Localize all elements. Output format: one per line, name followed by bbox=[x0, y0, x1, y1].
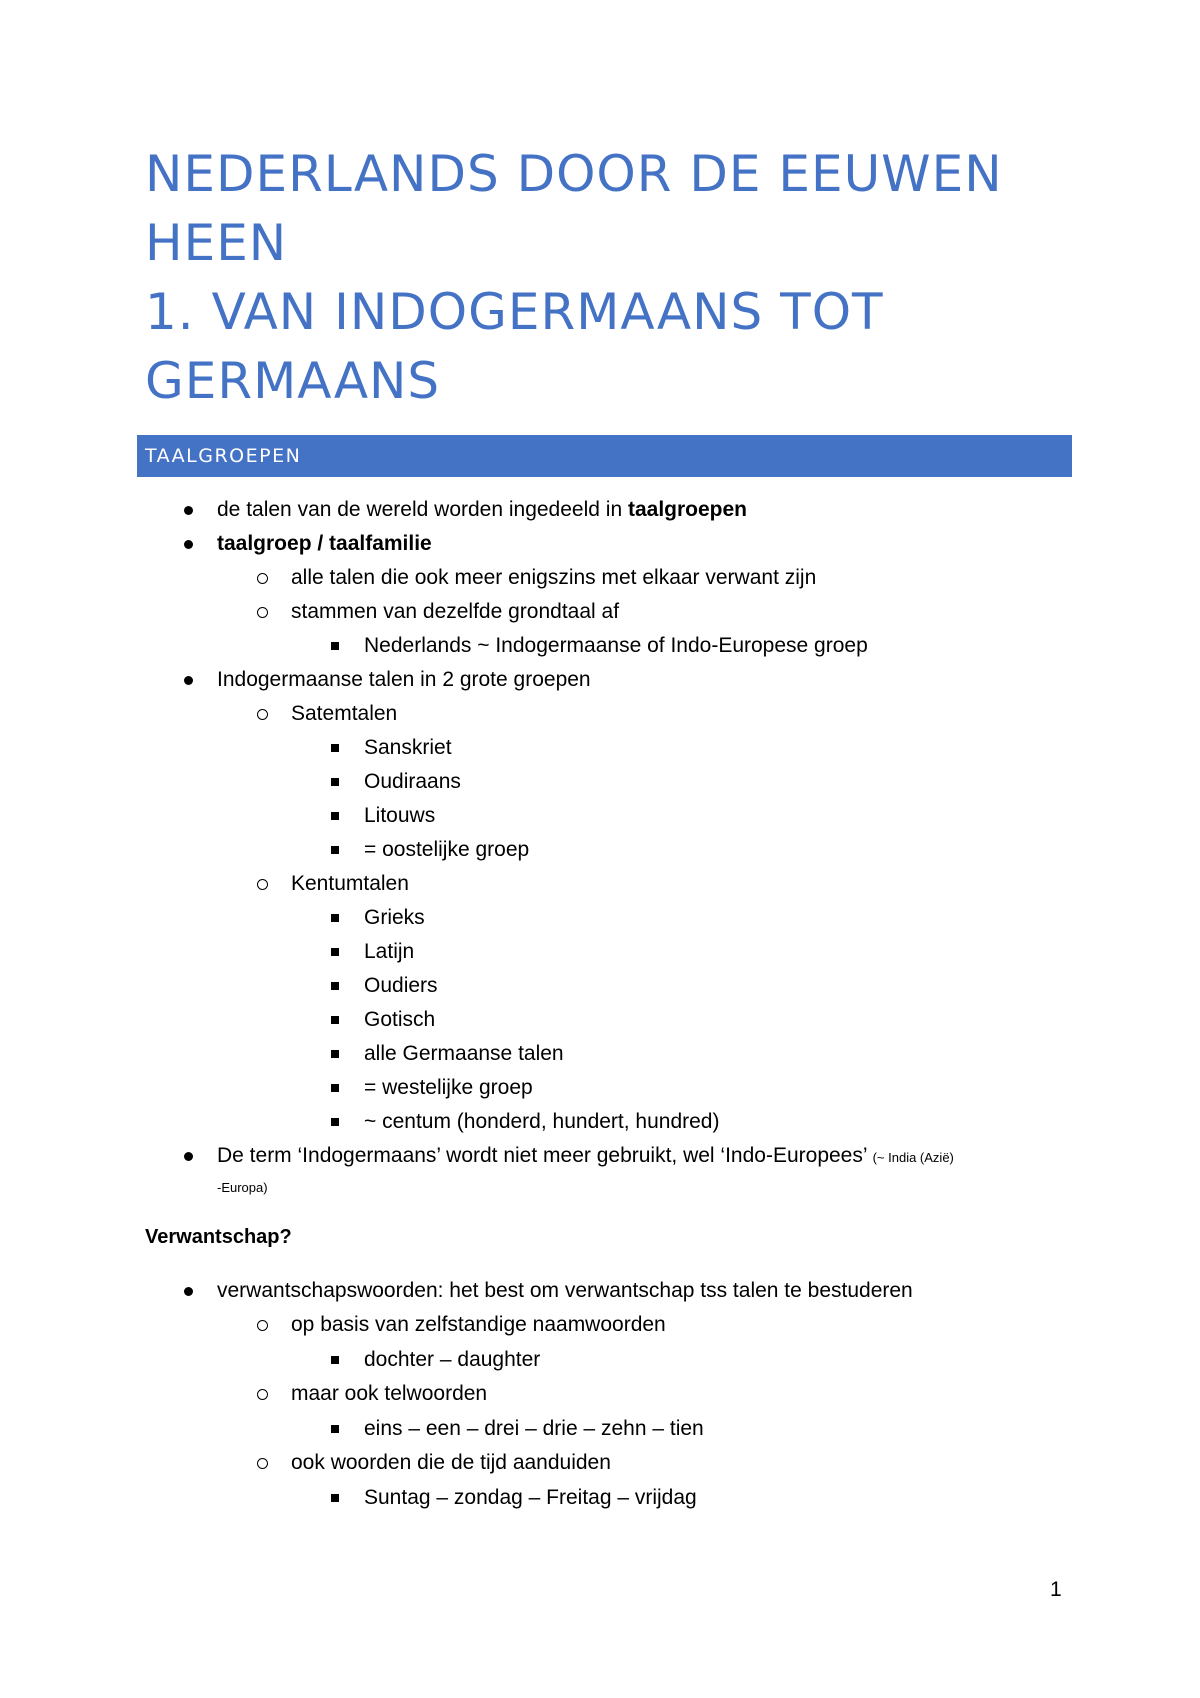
bullet-square-icon bbox=[328, 1481, 342, 1515]
bullet-circle-icon bbox=[255, 561, 269, 595]
title-line: GERMAANS bbox=[145, 352, 441, 410]
item-bold-text: taalgroepen bbox=[627, 498, 747, 521]
item-text: maar ook telwoorden bbox=[291, 1382, 488, 1405]
list-item bbox=[0, 1105, 1200, 1139]
item-text: Kentumtalen bbox=[291, 872, 409, 895]
bullet-circle-icon bbox=[255, 595, 269, 629]
item-text: verwantschapswoorden: het best om verwantschap tss talen te bestuderen bbox=[217, 1279, 913, 1302]
item-text: ook woorden die de tijd aanduiden bbox=[291, 1451, 611, 1474]
item-text: = oostelijke groep bbox=[364, 838, 530, 861]
list-item bbox=[0, 833, 1200, 867]
title-line: HEEN bbox=[145, 214, 288, 272]
title-line: 1. VAN INDOGERMAANS TOT bbox=[145, 283, 884, 341]
section-banner bbox=[137, 435, 1072, 477]
document-title bbox=[145, 140, 1105, 416]
bullet-square-icon bbox=[328, 731, 342, 765]
list-item bbox=[0, 1308, 1200, 1342]
item-text: Nederlands ~ Indogermaanse of Indo-Europese groep bbox=[364, 634, 868, 657]
item-text: op basis van zelfstandige naamwoorden bbox=[291, 1313, 666, 1336]
bullet-square-icon bbox=[328, 935, 342, 969]
bullet-square-icon bbox=[328, 1003, 342, 1037]
list-item bbox=[0, 1343, 1200, 1377]
item-text: De term ‘Indogermaans’ wordt niet meer gebruikt, wel ‘Indo-Europees’ bbox=[217, 1144, 873, 1167]
bullet-square-icon bbox=[328, 1105, 342, 1139]
list-item bbox=[0, 629, 1200, 663]
list-item bbox=[0, 697, 1200, 731]
list-item bbox=[0, 1071, 1200, 1105]
bullet-square-icon bbox=[328, 1071, 342, 1105]
bullet-circle-icon bbox=[255, 867, 269, 901]
list-item bbox=[0, 1003, 1200, 1037]
item-text: ~ centum (honderd, hundert, hundred) bbox=[364, 1110, 720, 1133]
list-item bbox=[0, 1481, 1200, 1515]
bullet-square-icon bbox=[328, 1412, 342, 1446]
item-text: alle talen die ook meer enigszins met elkaar verwant zijn bbox=[291, 566, 817, 589]
list-item bbox=[0, 1412, 1200, 1446]
bullet-square-icon bbox=[328, 833, 342, 867]
page-number: 1 bbox=[1050, 1578, 1062, 1601]
list-item bbox=[0, 969, 1200, 1003]
item-text: eins – een – drei – drie – zehn – tien bbox=[364, 1417, 704, 1440]
item-continuation: -Europa) bbox=[217, 1180, 268, 1195]
list-item bbox=[0, 901, 1200, 935]
item-bold-text: taalgroep / taalfamilie bbox=[217, 532, 432, 555]
bullet-square-icon bbox=[328, 799, 342, 833]
item-text: Oudiers bbox=[364, 974, 438, 997]
list-item bbox=[0, 765, 1200, 799]
list-item bbox=[0, 1446, 1200, 1480]
item-text: Litouws bbox=[364, 804, 436, 827]
bullet-square-icon bbox=[328, 629, 342, 663]
list-item bbox=[0, 595, 1200, 629]
item-small-text: (~ India (Azië) bbox=[872, 1150, 954, 1165]
list-item bbox=[0, 867, 1200, 901]
list-item bbox=[0, 935, 1200, 969]
item-text: Sanskriet bbox=[364, 736, 452, 759]
bullet-square-icon bbox=[328, 1343, 342, 1377]
list-item bbox=[0, 799, 1200, 833]
item-text: Indogermaanse talen in 2 grote groepen bbox=[217, 668, 591, 691]
item-text: Gotisch bbox=[364, 1008, 436, 1031]
bullet-square-icon bbox=[328, 969, 342, 1003]
list-item bbox=[0, 1037, 1200, 1071]
bullet-dot-icon bbox=[181, 527, 195, 561]
bullet-circle-icon bbox=[255, 697, 269, 731]
item-text: dochter – daughter bbox=[364, 1348, 541, 1371]
bullet-circle-icon bbox=[255, 1446, 269, 1480]
subheading: Verwantschap? bbox=[145, 1226, 292, 1248]
list-item bbox=[0, 493, 1200, 527]
title-line: NEDERLANDS DOOR DE EEUWEN bbox=[145, 145, 1003, 203]
list-item bbox=[0, 663, 1200, 697]
bullet-dot-icon bbox=[181, 663, 195, 697]
item-text: = westelijke groep bbox=[364, 1076, 533, 1099]
bullet-dot-icon bbox=[181, 1139, 195, 1173]
item-text: Latijn bbox=[364, 940, 415, 963]
bullet-dot-icon bbox=[181, 1274, 195, 1308]
item-text: alle Germaanse talen bbox=[364, 1042, 564, 1065]
bullet-square-icon bbox=[328, 765, 342, 799]
bullet-dot-icon bbox=[181, 493, 195, 527]
item-text: Grieks bbox=[364, 906, 425, 929]
item-text: Satemtalen bbox=[291, 702, 398, 725]
list-item bbox=[0, 1274, 1200, 1308]
item-text: stammen van dezelfde grondtaal af bbox=[291, 600, 620, 623]
list-item bbox=[0, 561, 1200, 595]
item-text: de talen van de wereld worden ingedeeld in bbox=[217, 498, 628, 521]
item-text: Suntag – zondag – Freitag – vrijdag bbox=[364, 1486, 697, 1509]
bullet-square-icon bbox=[328, 901, 342, 935]
list-item bbox=[0, 1377, 1200, 1411]
list-item bbox=[0, 527, 1200, 561]
list-item bbox=[0, 1139, 1200, 1173]
section-banner-label: TAALGROEPEN bbox=[145, 445, 302, 467]
item-text: Oudiraans bbox=[364, 770, 461, 793]
bullet-circle-icon bbox=[255, 1308, 269, 1342]
list-item bbox=[0, 731, 1200, 765]
bullet-square-icon bbox=[328, 1037, 342, 1071]
bullet-circle-icon bbox=[255, 1377, 269, 1411]
